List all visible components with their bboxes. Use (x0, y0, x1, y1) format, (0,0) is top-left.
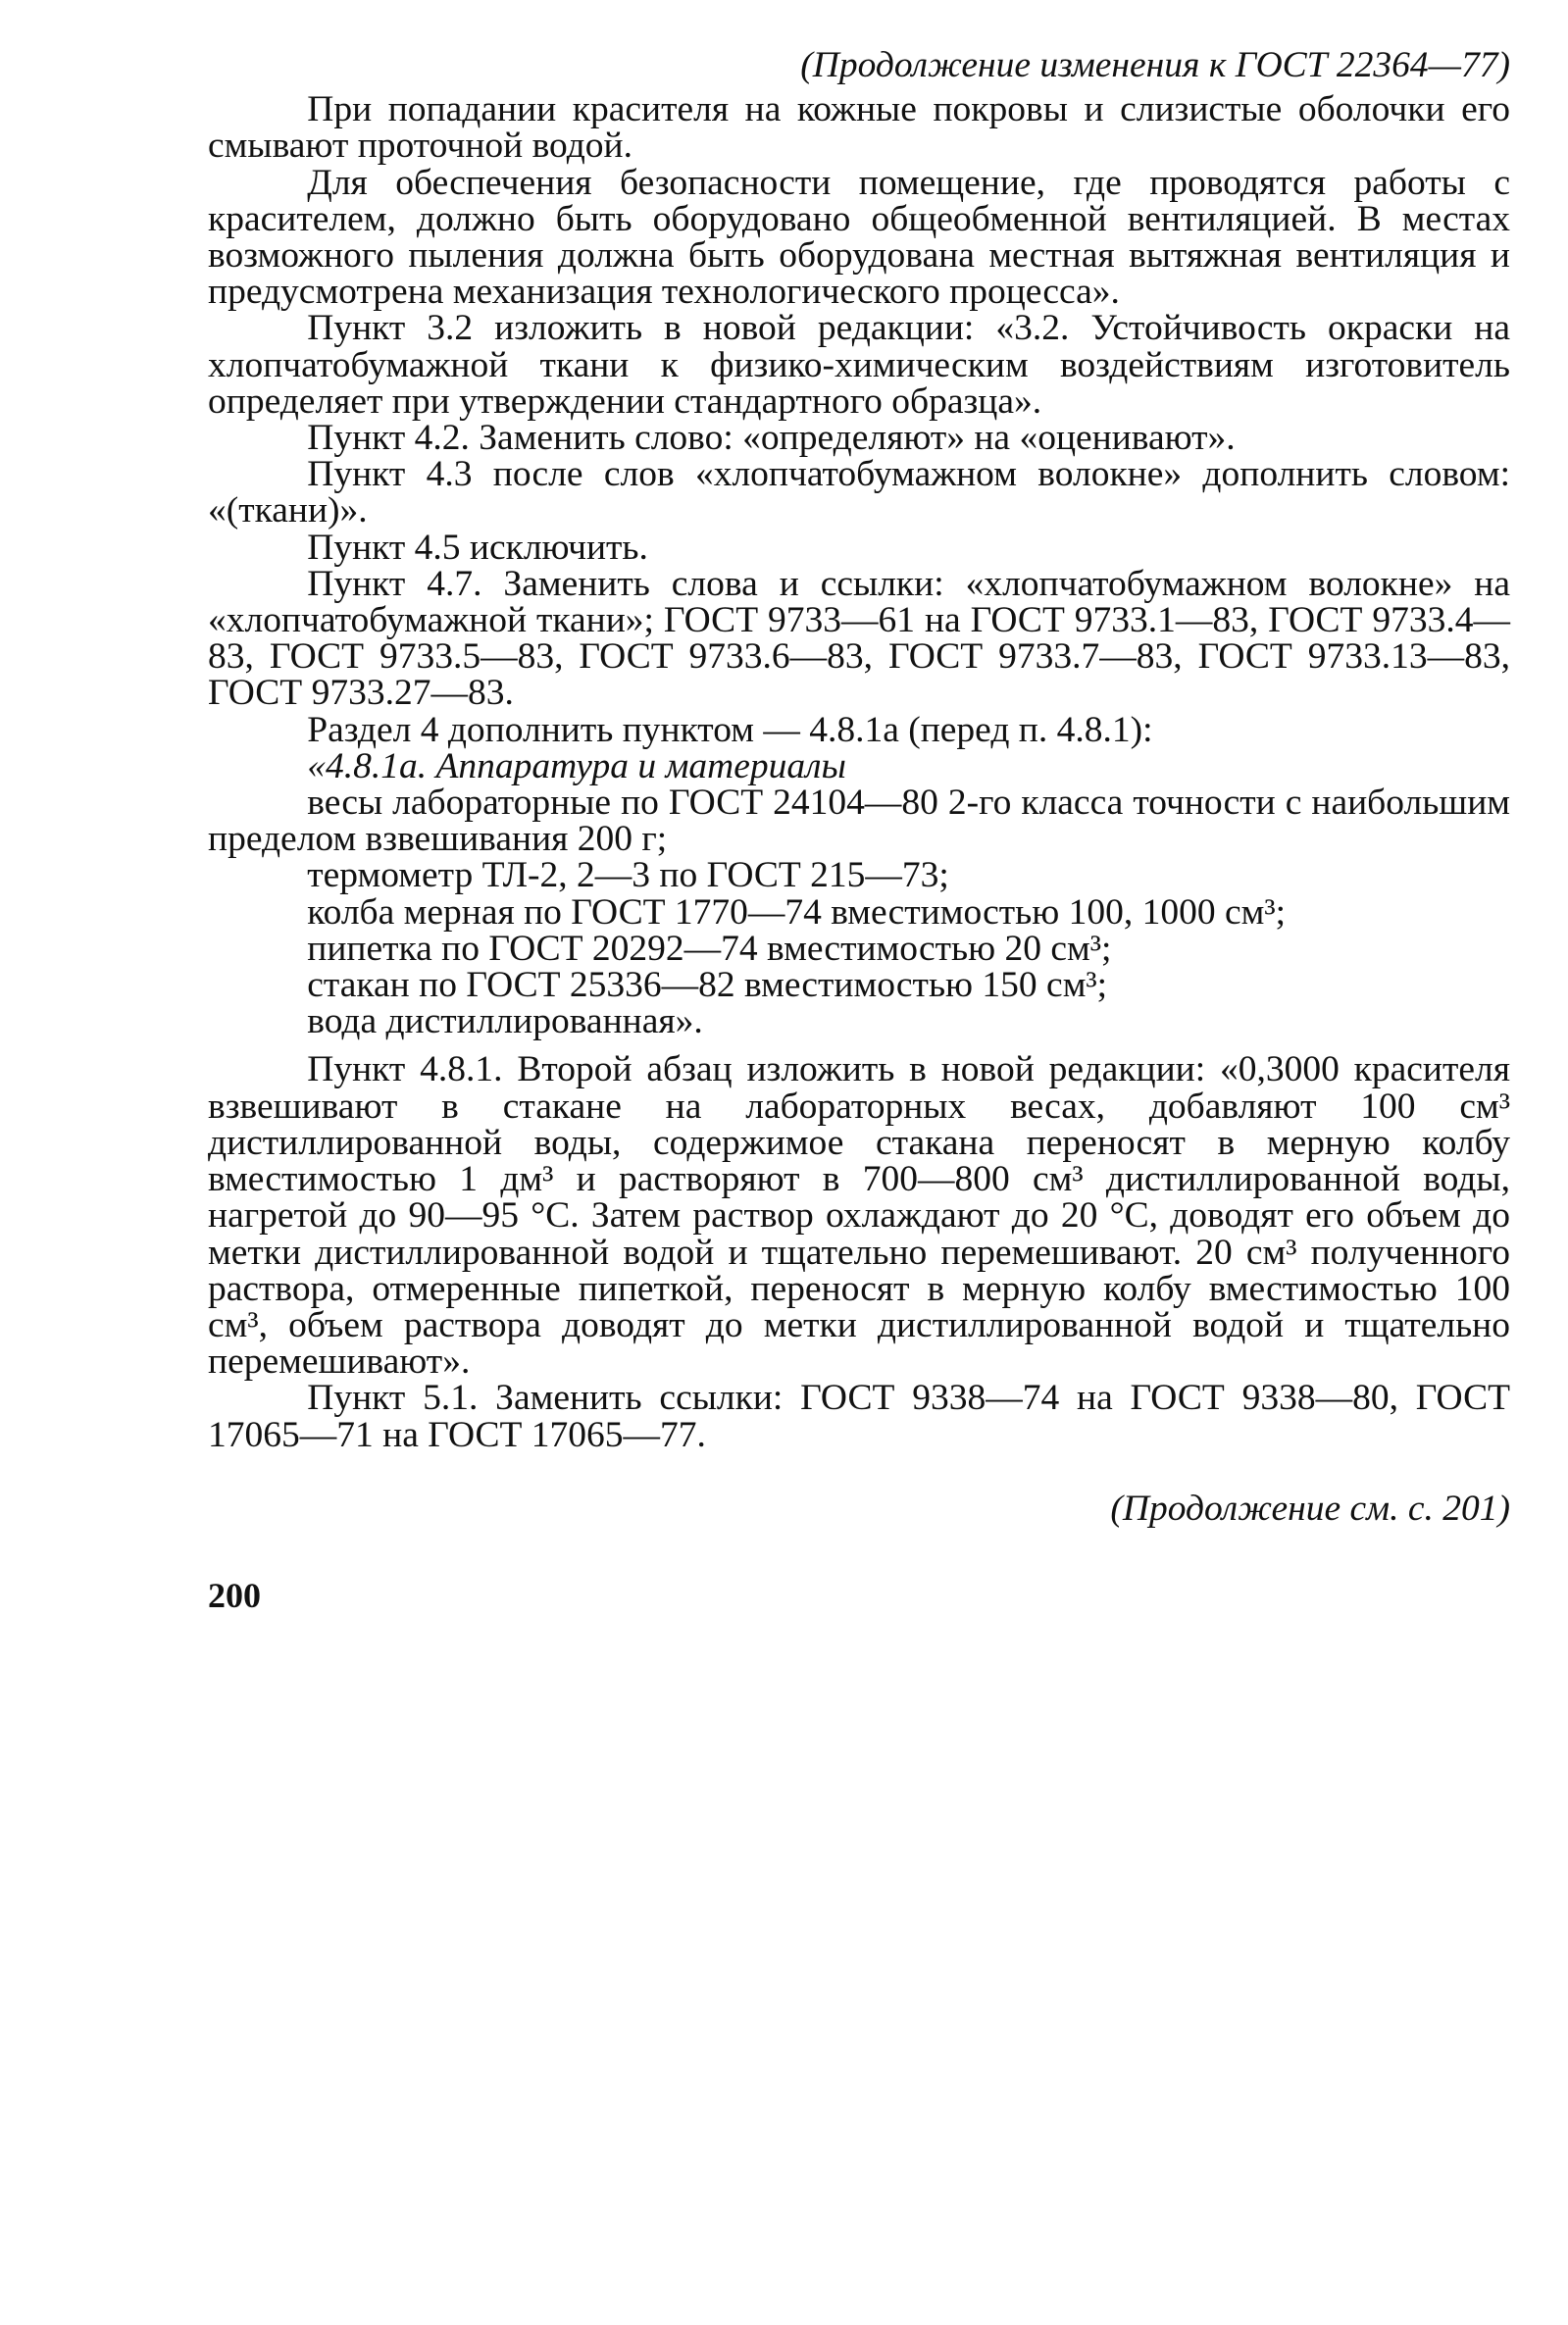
header-continuation: (Продолжение изменения к ГОСТ 22364—77) (800, 45, 1510, 85)
list-item-scales: весы лабораторные по ГОСТ 24104—80 2-го класса точности с наибольшим пределом взвешивания 200 г; (208, 783, 1510, 860)
paragraph-item-4-3: Пункт 4.3 после слов «хлопчатобумажном волокне» дополнить словом: «(ткани)». (208, 454, 1510, 531)
footer-continuation: (Продолжение см. с. 201) (1110, 1488, 1510, 1529)
paragraph-item-5-1: Пункт 5.1. Заменить ссылки: ГОСТ 9338—74 на ГОСТ 9338—80, ГОСТ 17065—71 на ГОСТ 17065—77. (208, 1378, 1510, 1455)
paragraph-apparatus-heading: «4.8.1а. Аппаратура и материалы (307, 745, 846, 786)
paragraph-skin-contact: При попадании красителя на кожные покровы и слизистые оболочки его смывают проточной водой. (208, 89, 1510, 167)
page-number: 200 (208, 1575, 261, 1615)
list-item-distilled-water: вода дистиллированная». (307, 1001, 703, 1042)
document-page (208, 47, 1510, 1614)
list-item-flask: колба мерная по ГОСТ 1770—74 вместимостью 100, 1000 см³; (307, 891, 1287, 933)
list-item-pipette: пипетка по ГОСТ 20292—74 вместимостью 20 см³; (307, 928, 1112, 969)
paragraph-item-4-5: Пункт 4.5 исключить. (307, 527, 648, 568)
list-item-beaker: стакан по ГОСТ 25336—82 вместимостью 150 см³; (307, 965, 1108, 1006)
paragraph-item-4-8-1: Пункт 4.8.1. Второй абзац изложить в новой редакции: «0,3000 красителя взвешивают в стакане на лабораторных весах, добавляют 100 см³ дистиллированной воды, содержимое стакана переносят в мерную колбу вместимостью 1 дм³ и растворяют в 700—800 см³ дистиллированной воды, нагретой до 90—95 °С. Затем раствор охлаждают до 20 °С, доводят его объем до метки дистиллированной водой и тщательно перемешивают. 20 см³ полученного раствора, отмеренные пипеткой, переносят в мерную колбу вместимостью 100 см³, объем раствора доводят до метки дистиллированной водой и тщательно перемешивают». (208, 1049, 1510, 1383)
paragraph-item-4-2: Пункт 4.2. Заменить слово: «определяют» на «оценивают». (307, 418, 1236, 459)
paragraph-section-4-addition: Раздел 4 дополнить пунктом — 4.8.1а (перед п. 4.8.1): (307, 709, 1153, 750)
paragraph-item-3-2: Пункт 3.2 изложить в новой редакции: «3.2. Устойчивость окраски на хлопчатобумажной ткани к физико-химическим воздействиям изготовитель определяет при утверждении стандартного образца». (208, 308, 1510, 422)
paragraph-item-4-7: Пункт 4.7. Заменить слова и ссылки: «хлопчатобумажном волокне» на «хлопчатобумажной ткани»; ГОСТ 9733—61 на ГОСТ 9733.1—83, ГОСТ 9733.4—83, ГОСТ 9733.5—83, ГОСТ 9733.6—83, ГОСТ 9733.7—83, ГОСТ 9733.13—83, ГОСТ 9733.27—83. (208, 563, 1510, 714)
paragraph-ventilation: Для обеспечения безопасности помещение, где проводятся работы с красителем, должно быть оборудовано общеобменной вентиляцией. В местах возможного пыления должна быть оборудована местная вытяжная вентиляция и предусмотрена механизация технологического процесса». (208, 162, 1510, 313)
list-item-thermometer: термометр ТЛ-2, 2—3 по ГОСТ 215—73; (307, 855, 949, 896)
